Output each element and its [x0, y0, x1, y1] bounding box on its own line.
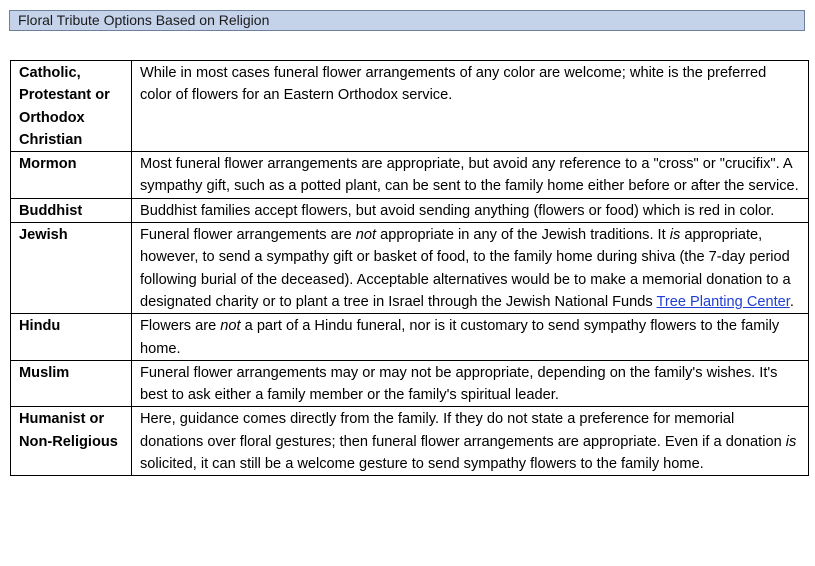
guidance-text: a part of a Hindu funeral, nor is it customary to send sympathy flowers to the family home. — [140, 318, 780, 357]
emphasis-text: not — [220, 318, 241, 335]
emphasis-text: is — [785, 433, 797, 450]
guidance-cell — [132, 314, 809, 361]
table-row — [11, 198, 809, 222]
guidance-text: appropriate in any of the Jewish traditions. It — [376, 227, 670, 244]
religion-options-table — [10, 60, 809, 476]
table-row — [11, 223, 809, 314]
guidance-text: Here, guidance comes directly from the family. If they do not state a preference for memorial donations over floral gestures; then funeral flower arrangements are appropriate. Even if a donation — [140, 411, 786, 450]
guidance-cell: Most funeral flower arrangements are appropriate, but avoid any reference to a "cross" or "crucifix". A sympathy gift, such as a potted plant, can be sent to the family home either before or after the service. — [132, 152, 809, 199]
guidance-cell: Funeral flower arrangements may or may not be appropriate, depending on the family's wishes. It's best to ask either a family member or the family's spiritual leader. — [132, 360, 809, 407]
guidance-text: Funeral flower arrangements are — [140, 227, 356, 244]
guidance-text: solicited, it can still be a welcome gesture to send sympathy flowers to the family home. — [140, 456, 704, 473]
guidance-text: Flowers are — [140, 318, 221, 335]
guidance-cell — [132, 223, 809, 314]
table-row — [11, 360, 809, 407]
table-row — [11, 314, 809, 361]
guidance-cell: While in most cases funeral flower arrangements of any color are welcome; white is the preferred color of flowers for an Eastern Orthodox service. — [132, 61, 809, 152]
religion-cell: Catholic, Protestant or Orthodox Christian — [11, 61, 132, 152]
religion-cell: Hindu — [11, 314, 132, 361]
religion-cell: Buddhist — [11, 198, 132, 222]
table-row — [11, 152, 809, 199]
religion-cell: Mormon — [11, 152, 132, 199]
guidance-text: . — [789, 293, 794, 310]
emphasis-text: is — [669, 227, 681, 244]
table-row — [11, 61, 809, 152]
table-row — [11, 407, 809, 476]
religion-cell: Muslim — [11, 360, 132, 407]
document-title: Floral Tribute Options Based on Religion — [9, 10, 805, 31]
guidance-cell: Buddhist families accept flowers, but avoid sending anything (flowers or food) which is red in color. — [132, 198, 809, 222]
emphasis-text: not — [355, 227, 377, 244]
guidance-cell — [132, 407, 809, 476]
tree-planting-center-link[interactable]: Tree Planting Center — [656, 293, 790, 310]
guidance-text: appropriate, however, to send a sympathy gift or basket of food, to the family home during shiva (the 7-day period following burial of the deceased). Acceptable alternatives would be to make a memorial donation to a designated charity or to plant a tree in Israel through the Jewish National Funds — [140, 227, 791, 310]
religion-cell: Humanist or Non-Religious — [11, 407, 132, 476]
religion-cell: Jewish — [11, 223, 132, 314]
